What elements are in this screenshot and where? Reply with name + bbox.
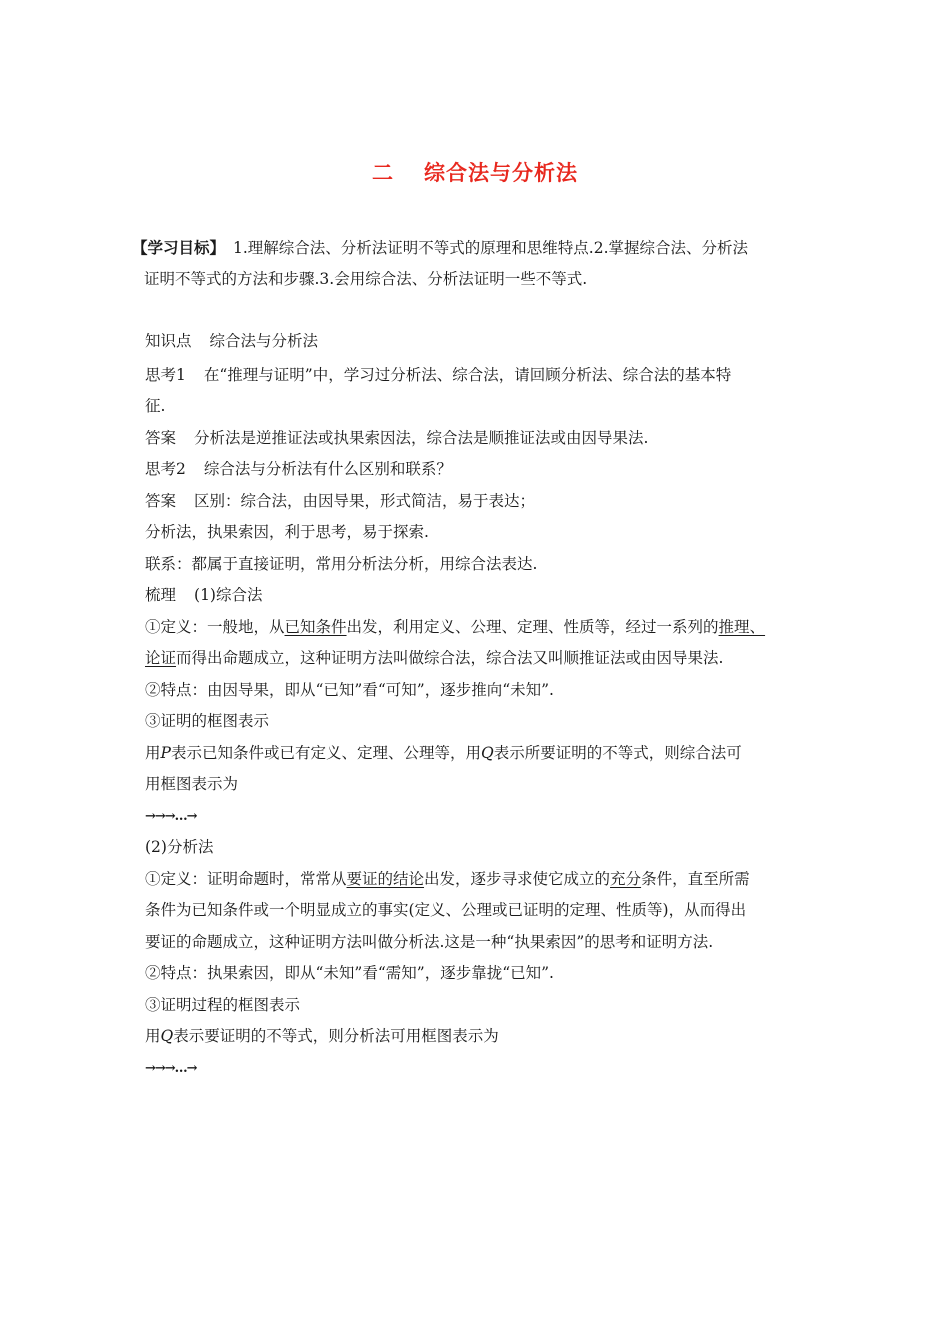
synthesis-diagram-desc — [145, 738, 825, 770]
analysis-def-b: 出发，逐步寻求使它成立的 — [424, 869, 611, 888]
synthesis-feature: ②特点：由因导果，即从“已知”看“可知”，逐步推向“未知”. — [145, 680, 554, 699]
summary-label: 梳理 — [145, 586, 177, 604]
page-title — [0, 157, 950, 187]
var-q: Q — [480, 743, 494, 762]
analysis-definition-line-2: 条件为已知条件或一个明显成立的事实(定义、公理或已证明的定理、性质等)，从而得出 — [145, 901, 747, 919]
synthesis-def-a: ①定义：一般地，从 — [145, 617, 285, 636]
answer-2-line-2: 分析法，执果索因，利于思考，易于探索. — [145, 523, 429, 541]
analysis-diagram-a: 用 — [145, 1027, 161, 1045]
analysis-def-a: ①定义：证明命题时，常常从 — [145, 869, 347, 888]
var-p: P — [160, 743, 171, 762]
analysis-diagram-b: 表示要证明的不等式，则分析法可用框图表示为 — [173, 1027, 499, 1045]
synthesis-diagram-c: 表示所要证明的不等式，则综合法可 — [493, 743, 742, 762]
analysis-definition — [145, 864, 825, 896]
synthesis-diagram-a: 用 — [145, 743, 161, 762]
answer-2-line-3: 联系：都属于直接证明，常用分析法分析，用综合法表达. — [145, 554, 538, 573]
analysis-heading: (2)分析法 — [145, 838, 214, 856]
answer-2 — [145, 486, 825, 518]
analysis-diagram-desc — [145, 1021, 825, 1053]
synthesis-def-c: 而得出命题成立，这种证明方法叫做综合法，综合法又叫顺推证法或由因导果法. — [176, 649, 724, 667]
section-title: 综合法与分析法 — [424, 161, 578, 185]
think-1-line-1: 在“推理与证明”中，学习过分析法、综合法，请回顾分析法、综合法的基本特 — [203, 365, 732, 384]
think-2 — [145, 454, 825, 486]
content-body — [145, 326, 825, 1084]
synthesis-definition-line-2 — [145, 643, 825, 675]
answer-1-text: 分析法是逆推证法或执果索因法，综合法是顺推证法或由因导果法. — [194, 428, 649, 447]
synthesis-heading: (1)综合法 — [194, 586, 263, 604]
analysis-def-underline-2: 充分 — [610, 869, 642, 888]
think-2-text: 综合法与分析法有什么区别和联系？ — [203, 460, 452, 478]
synthesis-def-underline-2a: 推理、 — [718, 617, 766, 636]
analysis-definition-line-3: 要证的命题成立，这种证明方法叫做分析法.这是一种“执果索因”的思考和证明方法. — [145, 932, 714, 951]
objectives-line-1: 1.理解综合法、分析法证明不等式的原理和思维特点.2.掌握综合法、分析法 — [233, 239, 749, 257]
analysis-def-underline-1: 要证的结论 — [346, 869, 425, 888]
knowledge-text: 综合法与分析法 — [209, 332, 319, 350]
think-1 — [145, 360, 825, 392]
synthesis-definition — [145, 612, 825, 644]
var-q-2: Q — [160, 1027, 174, 1045]
analysis-flow-arrows: →→→…→ — [145, 1060, 197, 1076]
analysis-diagram-title: ③证明过程的框图表示 — [145, 995, 301, 1014]
synthesis-diagram-desc-line-2: 用框图表示为 — [145, 775, 239, 793]
answer-1-label: 答案 — [145, 428, 177, 447]
knowledge-heading — [145, 326, 825, 358]
objectives-line-2: 证明不等式的方法和步骤.3.会用综合法、分析法证明一些不等式. — [144, 270, 588, 288]
synthesis-def-b: 出发，利用定义、公理、定理、性质等，经过一系列的 — [346, 617, 719, 636]
think-1-line-2: 征. — [145, 397, 166, 415]
synthesis-diagram-b: 表示已知条件或已有定义、定理、公理等，用 — [170, 743, 481, 762]
analysis-def-c: 条件，直至所需 — [641, 869, 750, 888]
synthesis-diagram-title: ③证明的框图表示 — [145, 712, 270, 730]
synthesis-flow-arrows: →→→…→ — [145, 808, 197, 824]
think-1-label: 思考1 — [145, 365, 186, 384]
objectives-label: 【学习目标】 — [132, 238, 226, 257]
learning-objectives — [132, 232, 822, 295]
synthesis-def-underline-2b: 论证 — [145, 649, 177, 667]
analysis-feature: ②特点：执果索因，即从“未知”看“需知”，逐步靠拢“已知”. — [145, 964, 554, 982]
section-number: 二 — [372, 161, 394, 185]
knowledge-label: 知识点 — [145, 332, 192, 350]
summary-heading — [145, 580, 825, 612]
think-2-label: 思考2 — [145, 460, 186, 478]
synthesis-def-underline-1: 已知条件 — [284, 617, 347, 636]
answer-1 — [145, 423, 825, 455]
answer-2-label: 答案 — [145, 491, 177, 510]
answer-2-line-1: 区别：综合法，由因导果，形式简洁，易于表达； — [194, 491, 536, 510]
